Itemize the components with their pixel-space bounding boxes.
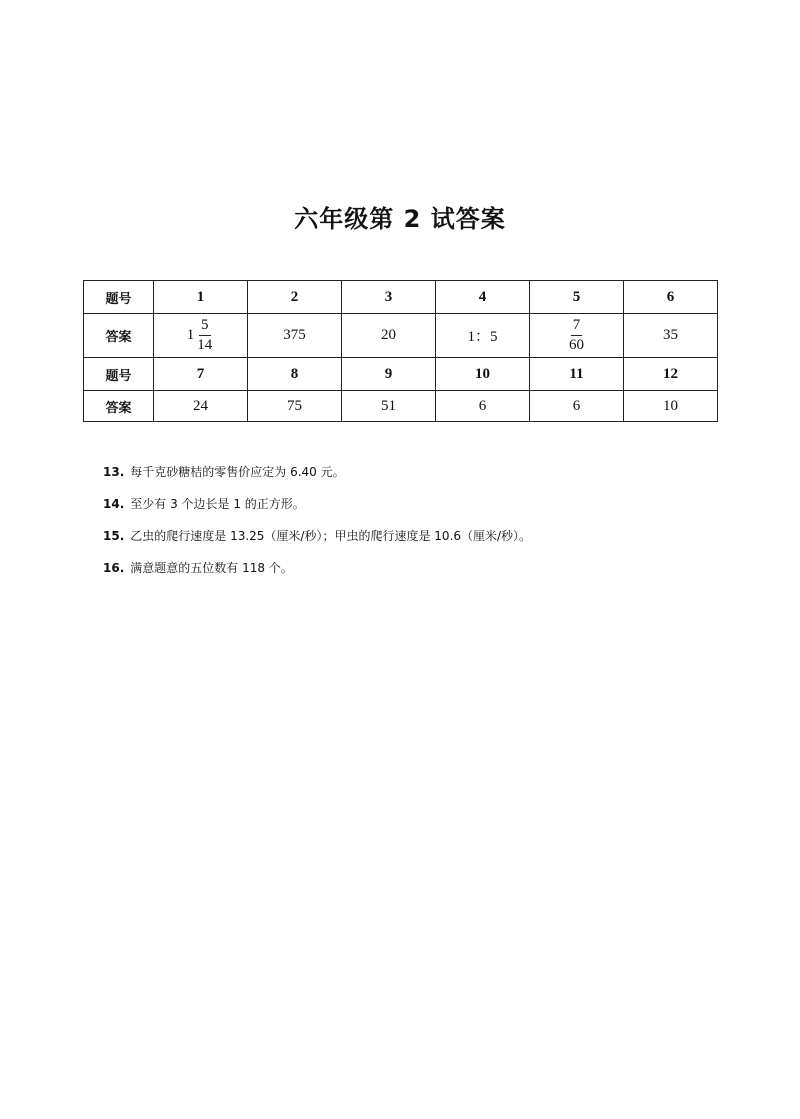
answer-item-16 [103,558,723,590]
item-number: 15. [103,529,125,543]
answer-table [83,280,718,422]
question-number: 11 [530,358,624,391]
answer-cell: 10 [624,391,718,422]
fraction [567,318,586,353]
question-number: 10 [436,358,530,391]
question-number: 6 [624,281,718,314]
answer-row [84,391,718,422]
answer-cell: 6 [530,391,624,422]
answer-cell: 75 [248,391,342,422]
row-label-answer: 答案 [84,391,154,422]
item-text: 至少有 3 个边长是 1 的正方形。 [130,497,305,511]
answer-cell: 20 [342,314,436,358]
item-text: 每千克砂糖桔的零售价应定为 6.40 元。 [130,465,345,479]
question-number: 8 [248,358,342,391]
question-number: 3 [342,281,436,314]
answer-item-13 [103,462,723,494]
question-number: 4 [436,281,530,314]
answer-cell [530,314,624,358]
answer-cell: 35 [624,314,718,358]
row-label-question: 题号 [84,358,154,391]
mixed-fraction-whole: 1 [186,327,195,343]
item-number: 14. [103,497,125,511]
row-label-answer: 答案 [84,314,154,358]
answer-cell: 6 [436,391,530,422]
question-number: 7 [154,358,248,391]
question-number: 2 [248,281,342,314]
item-text: 乙虫的爬行速度是 13.25（厘米/秒）；甲虫的爬行速度是 10.6（厘米/秒）。 [130,529,532,543]
question-number-row [84,358,718,391]
question-number: 9 [342,358,436,391]
row-label-question: 题号 [84,281,154,314]
item-text: 满意题意的五位数有 118 个。 [130,561,293,575]
answer-cell: 51 [342,391,436,422]
fraction-denominator: 14 [197,337,213,353]
question-number-row [84,281,718,314]
answer-cell: 1：5 [436,314,530,358]
answer-item-14 [103,494,723,526]
fraction-numerator: 5 [199,318,211,336]
question-number: 5 [530,281,624,314]
answer-cell: 24 [154,391,248,422]
answer-cell: 375 [248,314,342,358]
answer-item-15 [103,526,723,558]
answer-row [84,314,718,358]
answer-cell [154,314,248,358]
item-number: 13. [103,465,125,479]
fraction [195,318,214,353]
answer-list [103,462,723,590]
item-number: 16. [103,561,125,575]
question-number: 1 [154,281,248,314]
page-title: 六年级第 2 试答案 [294,205,506,233]
fraction-denominator: 60 [569,337,584,353]
question-number: 12 [624,358,718,391]
mixed-fraction [187,318,215,353]
fraction-numerator: 7 [571,318,583,336]
